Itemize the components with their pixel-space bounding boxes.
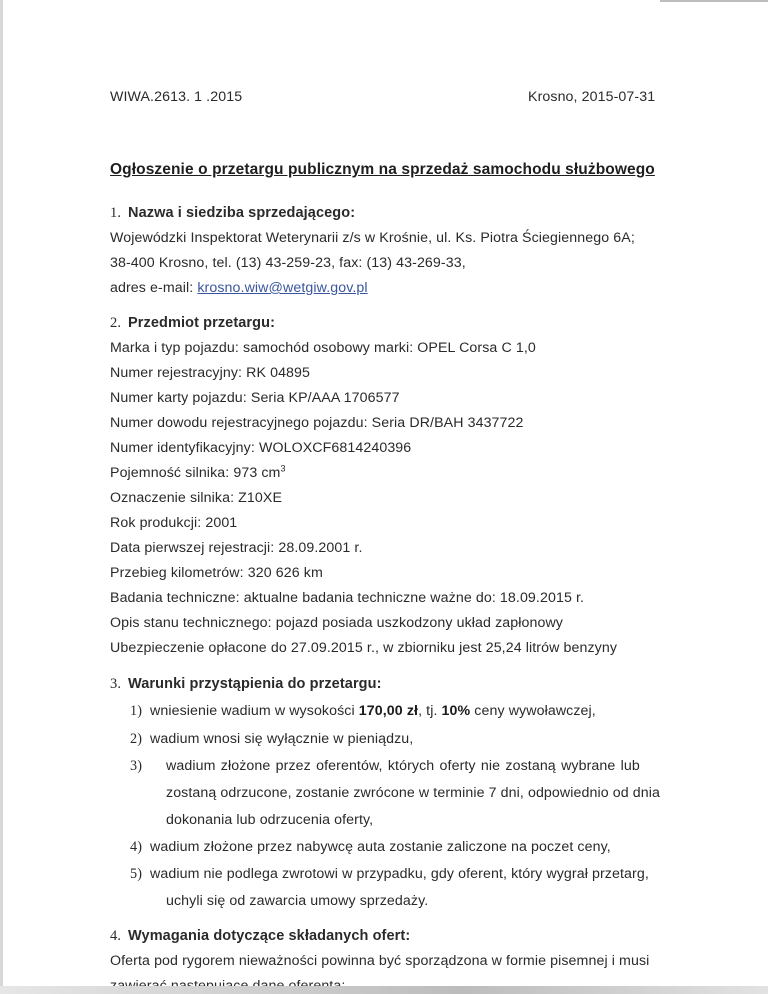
section-3-heading <box>110 676 382 693</box>
justified-word: przez <box>275 758 311 774</box>
item-number: 5) <box>130 866 143 882</box>
condition-item-3-cont-2: dokonania lub odrzucenia oferty, <box>166 812 374 828</box>
document-title: Ogłoszenie o przetargu publicznym na sprzedaż samochodu służbowego <box>110 161 655 178</box>
cubic-superscript: 3 <box>280 463 286 474</box>
section-title: Przedmiot przetargu: <box>128 315 276 331</box>
justified-word: złożone <box>220 758 271 774</box>
condition-item-4 <box>130 839 611 856</box>
deposit-amount: 170,00 zł <box>358 703 419 719</box>
item-number: 1) <box>130 703 143 719</box>
email-link[interactable]: krosno.wiw@wetgiw.gov.pl <box>197 280 368 296</box>
item-text: wadium nie podlega zwrotowi w przypadku, gdy oferent, który wygrał przetarg, <box>150 866 649 882</box>
place-and-date: Krosno, 2015-07-31 <box>528 89 656 105</box>
justified-word: zostaną <box>505 758 556 774</box>
reference-number: WIWA.2613. 1 .2015 <box>110 89 243 105</box>
section-4-heading <box>110 928 410 945</box>
condition-item-3-cont-1: zostaną odrzucone, zostanie zwrócone w terminie 7 dni, odpowiednio od dnia <box>166 785 661 801</box>
justified-word: nie <box>480 758 501 774</box>
item-text: wniesienie wadium w wysokości <box>150 703 359 719</box>
justified-word: wadium <box>166 758 216 774</box>
seller-email-line <box>110 280 368 296</box>
vehicle-card-number: Numer karty pojazdu: Seria KP/AAA 1706577 <box>110 390 400 406</box>
engine-code: Oznaczenie silnika: Z10XE <box>110 490 283 506</box>
production-year: Rok produkcji: 2001 <box>110 515 238 531</box>
engine-capacity <box>110 465 286 481</box>
insurance-fuel: Ubezpieczenie opłacone do 27.09.2015 r., w zbiorniku jest 25,24 litrów benzyny <box>110 640 618 656</box>
section-title: Wymagania dotyczące składanych ofert: <box>128 928 411 944</box>
engine-capacity-text: Pojemność silnika: 973 cm <box>110 465 281 481</box>
justified-word: których <box>387 758 435 774</box>
condition-item-3-first-line <box>166 758 640 774</box>
item-text: , tj. <box>418 703 442 719</box>
registration-document-number: Numer dowodu rejestracyjnego pojazdu: Seria DR/BAH 3437722 <box>110 415 524 431</box>
condition-item-5-cont: uchyli się od zawarcia umowy sprzedaży. <box>166 893 429 909</box>
section-number: 3. <box>110 676 122 692</box>
condition-item-2 <box>130 731 413 748</box>
first-registration-date: Data pierwszej rejestracji: 28.09.2001 r. <box>110 540 363 556</box>
section-2-heading <box>110 315 275 332</box>
item-text: wadium wnosi się wyłącznie w pieniądzu, <box>150 731 414 747</box>
vehicle-registration: Numer rejestracyjny: RK 04895 <box>110 365 311 381</box>
vin-number: Numer identyfikacyjny: WOLOXCF6814240396 <box>110 440 412 456</box>
mileage: Przebieg kilometrów: 320 626 km <box>110 565 323 581</box>
email-label: adres e-mail: <box>110 280 198 296</box>
justified-word: oferty <box>439 758 476 774</box>
justified-word: oferentów, <box>316 758 383 774</box>
vehicle-make: Marka i typ pojazdu: samochód osobowy marki: OPEL Corsa C 1,0 <box>110 340 536 356</box>
condition-item-1 <box>130 703 596 720</box>
item-text: ceny wywoławczej, <box>470 703 596 719</box>
condition-item-3 <box>130 758 150 775</box>
section-number: 4. <box>110 928 122 944</box>
section-1-heading <box>110 205 355 222</box>
seller-contact-phone: 38-400 Krosno, tel. (13) 43-259-23, fax: (13) 43-269-33, <box>110 255 466 271</box>
deposit-percent: 10% <box>441 703 471 719</box>
section-title: Warunki przystąpienia do przetargu: <box>128 676 382 692</box>
technical-inspection: Badania techniczne: aktualne badania techniczne ważne do: 18.09.2015 r. <box>110 590 585 606</box>
item-number: 2) <box>130 731 143 747</box>
justified-word: wybrane <box>561 758 616 774</box>
section-title: Nazwa i siedziba sprzedającego: <box>128 205 356 221</box>
technical-condition: Opis stanu technicznego: pojazd posiada uszkodzony układ zapłonowy <box>110 615 563 631</box>
item-text: wadium złożone przez nabywcę auta zostanie zaliczone na poczet ceny, <box>150 839 611 855</box>
justified-word: lub <box>620 758 640 774</box>
section-number: 2. <box>110 315 122 331</box>
condition-item-5 <box>130 866 649 883</box>
offer-requirements-line-1: Oferta pod rygorem nieważności powinna być sporządzona w formie pisemnej i musi <box>110 953 650 969</box>
section-number: 1. <box>110 205 122 221</box>
scan-edge-bottom <box>0 986 768 994</box>
item-number: 4) <box>130 839 143 855</box>
seller-name-address: Wojewódzki Inspektorat Weterynarii z/s w Krośnie, ul. Ks. Piotra Ściegiennego 6A; <box>110 230 635 246</box>
item-number: 3) <box>130 758 143 774</box>
